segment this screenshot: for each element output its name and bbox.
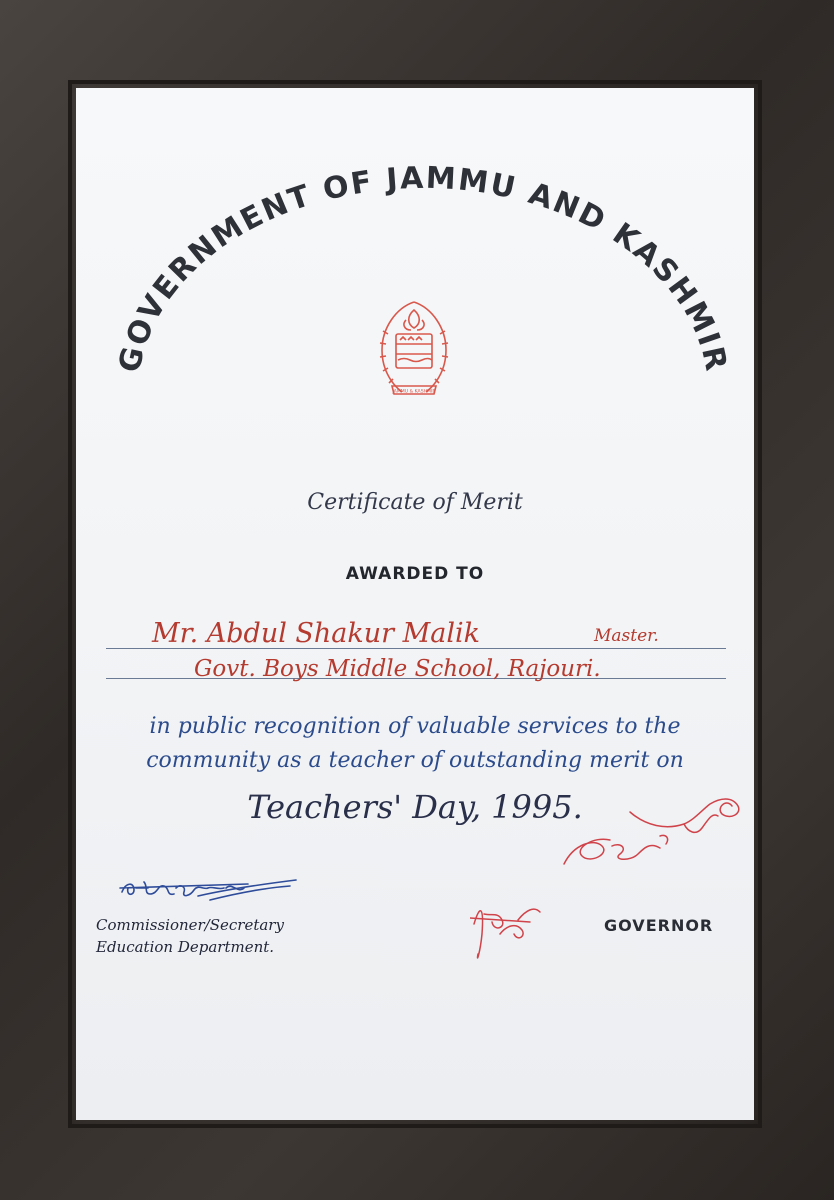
state-emblem-icon (374, 294, 454, 406)
occasion-text: Teachers' Day, 1995. (247, 788, 583, 826)
citation-line-2: community as a teacher of outstanding merit on (146, 748, 684, 773)
recipient-institution: Govt. Boys Middle School, Rajouri. (194, 656, 601, 682)
recipient-name: Mr. Abdul Shakur Malik (152, 618, 481, 649)
issuer-title: GOVERNMENT OF JAMMU AND KASHMIR (112, 160, 734, 376)
governor-signature (470, 784, 750, 984)
governor-label: GOVERNOR (604, 916, 714, 935)
certificate-title: Certificate of Merit (307, 490, 523, 515)
certificate-paper (76, 88, 754, 1120)
commissioner-title: Commissioner/Secretary (96, 916, 284, 934)
commissioner-signatory (96, 914, 284, 958)
svg-text:JAMMU & KASHMIR: JAMMU & KASHMIR (392, 389, 436, 395)
citation-line-1: in public recognition of valuable services to the (149, 714, 681, 739)
recipient-role: Master. (594, 626, 659, 646)
commissioner-signature (114, 868, 304, 908)
education-department: Education Department. (96, 938, 275, 956)
awarded-to-label: AWARDED TO (345, 564, 485, 584)
